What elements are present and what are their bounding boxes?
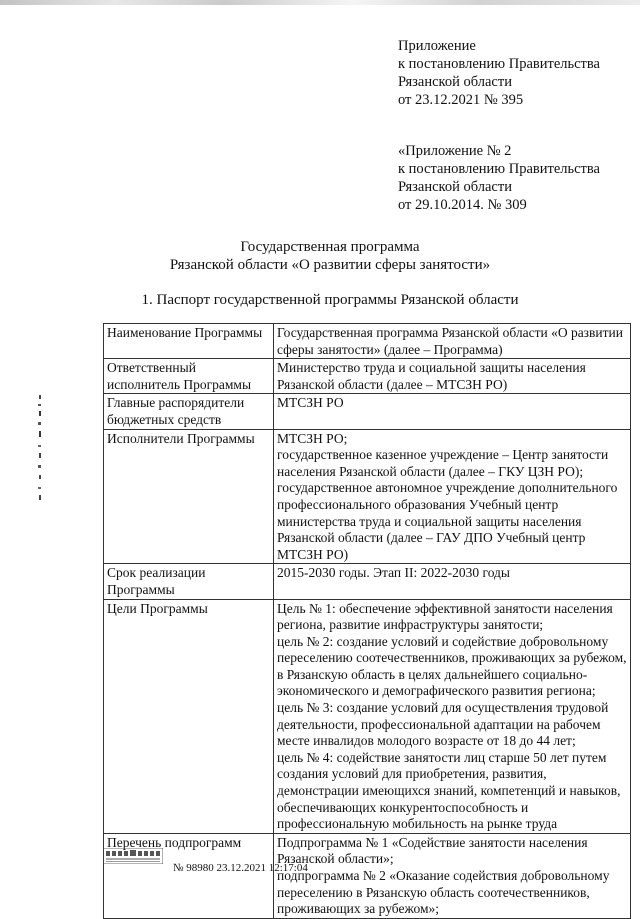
appendix-line: к постановлению Правительства <box>398 56 600 72</box>
passport-value-line: сферы занятости» (далее – Программа) <box>277 341 503 357</box>
scan-edge <box>0 0 640 5</box>
passport-row-label: Главные распорядители бюджетных средств <box>104 394 274 429</box>
passport-row-value <box>274 833 631 918</box>
appendix-line: от 23.12.2021 № 395 <box>398 92 524 108</box>
passport-heading: 1. Паспорт государственной программы Рязанской области <box>141 292 519 308</box>
passport-value-line: МТСЗН РО; <box>277 430 348 446</box>
passport-value-line: МТСЗН РО) <box>277 546 349 562</box>
passport-value-line: экономического и демографического развития региона; <box>277 683 596 699</box>
passport-value-line: профессиональную мобильность на рынке труда <box>277 816 558 832</box>
passport-value-line: министерства труда и социальной защиты населения <box>277 513 582 529</box>
original-appendix-line: Рязанской области <box>398 179 512 195</box>
passport-row-label: Срок реализации Программы <box>104 564 274 599</box>
passport-row-label: Исполнители Программы <box>104 429 274 564</box>
passport-value-line: Государственная программа Рязанской области «О развитии <box>277 325 623 340</box>
original-appendix-line: к постановлению Правительства <box>398 161 600 177</box>
passport-row-value <box>274 359 631 394</box>
passport-row-value <box>274 429 631 564</box>
passport-value-line: МТСЗН РО <box>277 395 344 411</box>
passport-value-line: 2015-2030 годы. Этап II: 2022-2030 годы <box>277 565 511 581</box>
passport-value-line: Рязанской области (далее – ГАУ ДПО Учебный центр <box>277 530 586 546</box>
passport-table-body <box>104 324 631 919</box>
passport-row <box>104 564 631 599</box>
passport-row <box>104 394 631 429</box>
appendix-line: Приложение <box>398 38 476 54</box>
passport-value-line: месте инвалидов молодого возрасте от 18 до 44 лет; <box>277 733 576 749</box>
passport-value-line: в Рязанскую область в целях дальнейшего социально- <box>277 666 588 682</box>
passport-value-line: региона, развитие инфраструктуры занятости; <box>277 617 544 633</box>
passport-row-value <box>274 324 631 359</box>
passport-value-line: государственное автономное учреждение дополнительного <box>277 480 618 496</box>
passport-row <box>104 359 631 394</box>
passport-table <box>103 323 631 919</box>
passport-value-line: государственное казенное учреждение – Центр занятости <box>277 447 609 463</box>
passport-row <box>104 833 631 918</box>
passport-value-line: создания условий для приобретения, развития, <box>277 766 547 782</box>
passport-value-line: Рязанской области»; <box>277 851 394 867</box>
passport-value-line: демонстрации имеющихся знаний, компетенций и навыков, <box>277 783 621 799</box>
passport-value-line: обеспечивающих конкурентоспособность и <box>277 799 529 815</box>
passport-row-value <box>274 564 631 599</box>
passport-value-line: Подпрограмма № 1 «Содействие занятости населения <box>277 834 588 850</box>
program-title-line2: Рязанской области «О развитии сферы занятости» <box>169 257 491 273</box>
document-registration-id: № 98980 23.12.2021 12:17:04 <box>173 862 308 874</box>
passport-value-line: Министерство труда и социальной защиты населения <box>277 360 586 376</box>
passport-value-line: цель № 3: создание условий для осуществления трудовой <box>277 700 609 716</box>
passport-value-line: цель № 2: создание условий и содействие добровольному <box>277 633 609 649</box>
passport-row <box>104 324 631 359</box>
original-appendix-block <box>398 142 600 214</box>
passport-row-value <box>274 394 631 429</box>
passport-value-line: населения Рязанской области (далее – ГКУ ЦЗН РО); <box>277 463 584 479</box>
passport-value-line: Цель № 1: обеспечение эффективной занятости населения <box>277 600 613 616</box>
appendix-line: Рязанской области <box>398 74 512 90</box>
appendix-block <box>398 37 600 109</box>
passport-value-line: профессионального образования Учебный центр <box>277 496 559 512</box>
passport-value-line: подпрограмма № 2 «Оказание содействия добровольному <box>277 868 610 883</box>
passport-value-line: переселению соотечественников, проживающих за рубежом, <box>277 650 627 666</box>
original-appendix-line: «Приложение № 2 <box>398 143 512 159</box>
passport-value-line: проживающих за рубежом»; <box>277 901 440 917</box>
registry-stamp-logo <box>103 848 163 864</box>
passport-row-label: Перечень подпрограмм <box>104 833 274 918</box>
passport-value-line: деятельности, профессиональной адаптации на рабочем <box>277 716 601 732</box>
original-appendix-line: от 29.10.2014. № 309 <box>398 197 527 213</box>
passport-row-label: Наименование Программы <box>104 324 274 359</box>
passport-value-line: Рязанской области (далее – МТСЗН РО) <box>277 376 508 392</box>
passport-row <box>104 599 631 833</box>
passport-row-value <box>274 599 631 833</box>
passport-value-line: переселению в Рязанскую область соотечественников, <box>277 884 590 900</box>
passport-row-label: Ответственный исполнитель Программы <box>104 359 274 394</box>
scan-margin-marks <box>34 395 46 505</box>
passport-row <box>104 429 631 564</box>
passport-value-line: цель № 4: содействие занятости лиц старше 50 лет путем <box>277 749 607 765</box>
passport-row-label: Цели Программы <box>104 599 274 833</box>
program-title-line1: Государственная программа <box>240 239 420 255</box>
